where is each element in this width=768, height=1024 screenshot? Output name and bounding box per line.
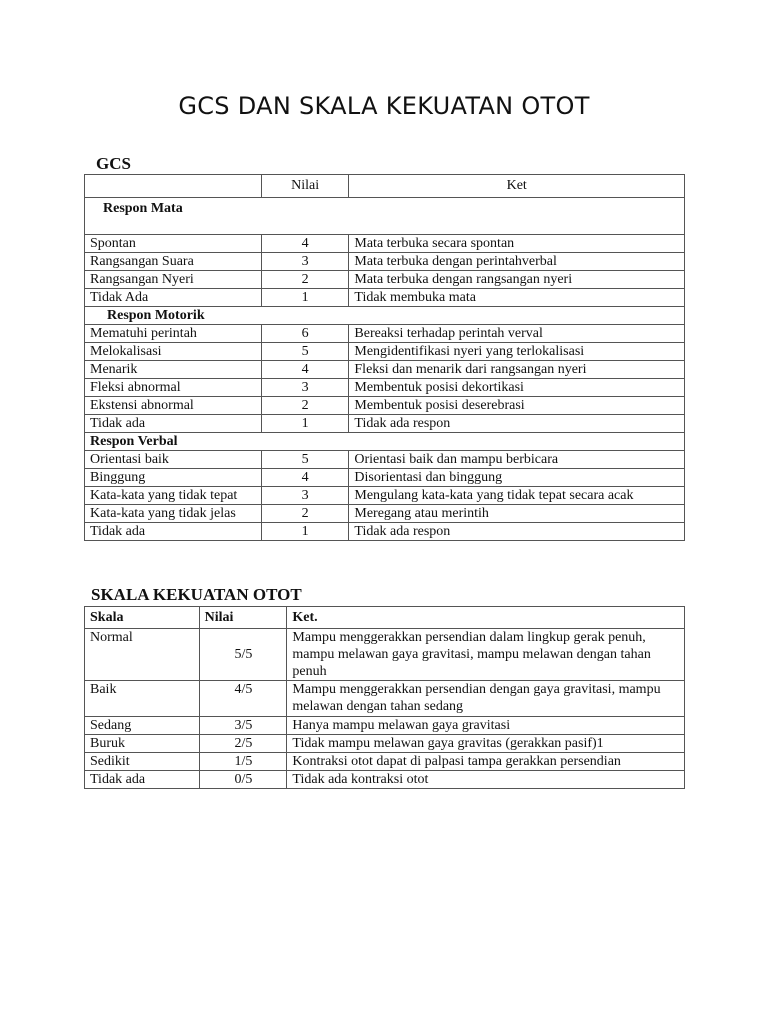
gcs-group-label: Respon Mata [85, 198, 685, 235]
skala-cell-nilai: 0/5 [199, 771, 287, 789]
skala-cell-skala: Sedikit [85, 753, 200, 771]
gcs-group-label: Respon Motorik [85, 307, 262, 325]
table-row [85, 717, 685, 735]
gcs-cell-ket: Tidak ada respon [349, 523, 685, 541]
skala-cell-skala: Tidak ada [85, 771, 200, 789]
gcs-cell-name: Kata-kata yang tidak jelas [85, 505, 262, 523]
table-row [85, 735, 685, 753]
table-row [85, 629, 685, 681]
table-row [85, 235, 685, 253]
gcs-header-blank [85, 175, 262, 198]
table-row [85, 289, 685, 307]
gcs-cell-nilai: 6 [261, 325, 349, 343]
skala-header-skala: Skala [85, 607, 200, 629]
gcs-header-ket: Ket [349, 175, 685, 198]
gcs-cell-name: Ekstensi abnormal [85, 397, 262, 415]
gcs-cell-ket: Orientasi baik dan mampu berbicara [349, 451, 685, 469]
skala-cell-ket: Mampu menggerakkan persendian dalam lingkup gerak penuh, mampu melawan gaya gravitasi, mampu melawan dengan tahan penuh [287, 629, 685, 681]
skala-cell-ket: Tidak ada kontraksi otot [287, 771, 685, 789]
gcs-cell-nilai: 5 [261, 451, 349, 469]
gcs-heading: GCS [96, 154, 131, 173]
gcs-cell-ket: Bereaksi terhadap perintah verval [349, 325, 685, 343]
gcs-cell-name: Rangsangan Suara [85, 253, 262, 271]
gcs-cell-nilai: 2 [261, 397, 349, 415]
skala-cell-nilai: 3/5 [199, 717, 287, 735]
gcs-cell-name: Tidak ada [85, 415, 262, 433]
skala-header-row [85, 607, 685, 629]
gcs-cell-name: Tidak ada [85, 523, 262, 541]
table-row [85, 397, 685, 415]
gcs-cell-ket: Tidak membuka mata [349, 289, 685, 307]
table-row [85, 451, 685, 469]
skala-cell-skala: Baik [85, 681, 200, 717]
table-row [85, 753, 685, 771]
gcs-cell-nilai: 3 [261, 253, 349, 271]
gcs-cell-name: Kata-kata yang tidak tepat [85, 487, 262, 505]
table-row [85, 681, 685, 717]
gcs-group-row [85, 307, 685, 325]
gcs-cell-name: Spontan [85, 235, 262, 253]
gcs-cell-nilai: 4 [261, 469, 349, 487]
gcs-cell-nilai: 2 [261, 505, 349, 523]
skala-cell-nilai: 2/5 [199, 735, 287, 753]
gcs-cell-ket: Mata terbuka dengan rangsangan nyeri [349, 271, 685, 289]
table-row [85, 343, 685, 361]
skala-cell-ket: Hanya mampu melawan gaya gravitasi [287, 717, 685, 735]
gcs-cell-ket: Disorientasi dan binggung [349, 469, 685, 487]
gcs-group-row [85, 433, 685, 451]
gcs-cell-nilai: 4 [261, 235, 349, 253]
skala-heading: SKALA KEKUATAN OTOT [91, 585, 302, 604]
skala-header-ket: Ket. [287, 607, 685, 629]
skala-cell-skala: Sedang [85, 717, 200, 735]
gcs-cell-ket: Meregang atau merintih [349, 505, 685, 523]
skala-cell-skala: Normal [85, 629, 200, 681]
gcs-cell-ket: Mengidentifikasi nyeri yang terlokalisasi [349, 343, 685, 361]
gcs-cell-name: Tidak Ada [85, 289, 262, 307]
gcs-cell-name: Menarik [85, 361, 262, 379]
skala-header-nilai: Nilai [199, 607, 287, 629]
gcs-cell-nilai: 1 [261, 415, 349, 433]
gcs-cell-ket: Mata terbuka secara spontan [349, 235, 685, 253]
gcs-cell-nilai: 3 [261, 379, 349, 397]
skala-cell-nilai: 5/5 [199, 629, 287, 681]
gcs-group-blank [261, 307, 684, 325]
table-row [85, 415, 685, 433]
table-row [85, 523, 685, 541]
gcs-cell-name: Binggung [85, 469, 262, 487]
gcs-group-label: Respon Verbal [85, 433, 262, 451]
gcs-header-nilai: Nilai [261, 175, 349, 198]
skala-cell-ket: Tidak mampu melawan gaya gravitas (gerakkan pasif)1 [287, 735, 685, 753]
skala-cell-skala: Buruk [85, 735, 200, 753]
gcs-group-blank [261, 433, 684, 451]
gcs-cell-ket: Membentuk posisi dekortikasi [349, 379, 685, 397]
gcs-cell-name: Rangsangan Nyeri [85, 271, 262, 289]
gcs-cell-name: Orientasi baik [85, 451, 262, 469]
skala-cell-nilai: 1/5 [199, 753, 287, 771]
gcs-cell-nilai: 1 [261, 523, 349, 541]
table-row [85, 505, 685, 523]
skala-cell-ket: Kontraksi otot dapat di palpasi tampa gerakkan persendian [287, 753, 685, 771]
gcs-table [84, 174, 685, 541]
gcs-cell-name: Mematuhi perintah [85, 325, 262, 343]
skala-table [84, 606, 685, 789]
gcs-cell-ket: Mengulang kata-kata yang tidak tepat secara acak [349, 487, 685, 505]
table-row [85, 469, 685, 487]
gcs-cell-ket: Membentuk posisi deserebrasi [349, 397, 685, 415]
skala-cell-nilai: 4/5 [199, 681, 287, 717]
skala-cell-ket: Mampu menggerakkan persendian dengan gaya gravitasi, mampu melawan dengan tahan sedang [287, 681, 685, 717]
table-row [85, 253, 685, 271]
gcs-header-row [85, 175, 685, 198]
table-row [85, 487, 685, 505]
gcs-cell-nilai: 4 [261, 361, 349, 379]
gcs-cell-nilai: 1 [261, 289, 349, 307]
gcs-cell-name: Melokalisasi [85, 343, 262, 361]
gcs-cell-nilai: 2 [261, 271, 349, 289]
gcs-group-row [85, 198, 685, 235]
table-row [85, 379, 685, 397]
table-row [85, 271, 685, 289]
gcs-cell-name: Fleksi abnormal [85, 379, 262, 397]
gcs-cell-nilai: 5 [261, 343, 349, 361]
table-row [85, 361, 685, 379]
table-row [85, 771, 685, 789]
gcs-cell-ket: Mata terbuka dengan perintahverbal [349, 253, 685, 271]
table-row [85, 325, 685, 343]
gcs-cell-nilai: 3 [261, 487, 349, 505]
gcs-cell-ket: Fleksi dan menarik dari rangsangan nyeri [349, 361, 685, 379]
page-title: GCS DAN SKALA KEKUATAN OTOT [178, 92, 590, 120]
gcs-cell-ket: Tidak ada respon [349, 415, 685, 433]
